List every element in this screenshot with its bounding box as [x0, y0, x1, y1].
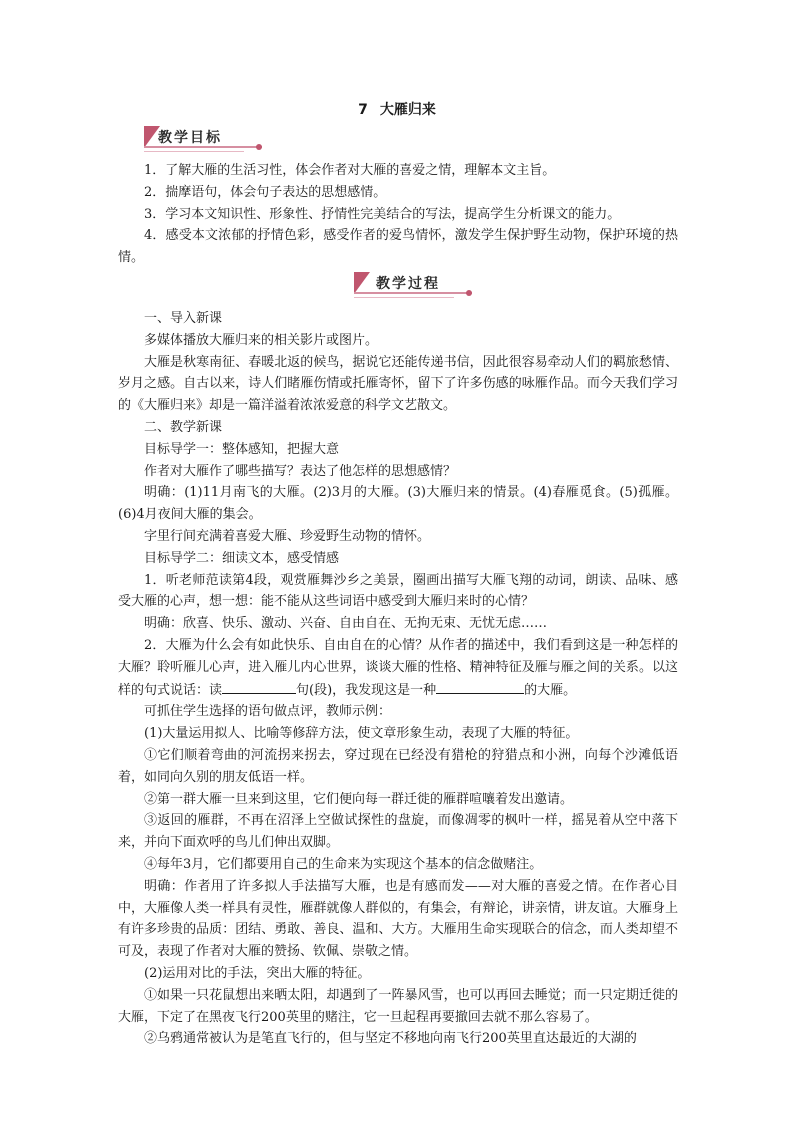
goal-item: 3．学习本文知识性、形象性、抒情性完美结合的写法，提高学生分析课文的能力。 [144, 206, 621, 222]
q2-text-middle: 句(段)，我发现这是一种 [296, 682, 437, 698]
paragraph: ②乌鸦通常被认为是笔直飞行的，但与坚定不移地向南飞行200英里直达最近的大湖的 [144, 1031, 637, 1047]
heading-intro: 一、导入新课 [144, 311, 223, 326]
paragraph: 明确：作者用了许多拟人手法描写大雁，也是有感而发——对大雁的喜爱之情。在作者心目中，大雁像人类一样具有灵性，雁群就像人群似的，有集会，有辩论，讲亲情，讲友谊。大雁身上有许多珍贵的品质：团结、勇敢、善良、温和、大方。大雁用生命实现联合的信念，而人类却望不可及，表现了作者对大雁的赞扬、钦佩、崇敬之情。 [118, 878, 678, 960]
paragraph: 作者对大雁作了哪些描写？表达了他怎样的思想感情？ [144, 463, 457, 479]
section-label-process: 教学过程 [376, 276, 440, 292]
paragraph: 明确：(1)11月南飞的大雁。(2)3月的大雁。(3)大雁归来的情景。(4)春雁觅食。(5)孤雁。(6)4月夜间大雁的集会。 [118, 485, 678, 523]
paragraph: ④每年3月，它们都要用自己的生命来为实现这个基本的信念做赌注。 [144, 856, 543, 872]
fill-blank [222, 679, 296, 694]
paragraph: ①如果一只花鼠想出来晒太阳，却遇到了一阵暴风雪，也可以再回去睡觉；而一只定期迁徙的大雁，下定了在黑夜飞行200英里的赌注，它一旦起程再要撤回去就不那么容易了。 [118, 987, 678, 1025]
fill-blank [436, 679, 524, 694]
paragraph: 多媒体播放大雁归来的相关影片或图片。 [144, 332, 379, 348]
banner-underline-thin [144, 151, 244, 152]
paragraph: (2)运用对比的手法，突出大雁的特征。 [144, 965, 371, 981]
paragraph: 明确：欣喜、快乐、激动、兴奋、自由自在、无拘无束、无忧无虑…… [144, 616, 548, 632]
q2-text-before: 2．大雁为什么会有如此快乐、自由自在的心情？从作者的描述中，我们看到这是一种怎样的大雁？聆听雁儿心声，进入雁儿内心世界，谈谈大雁的性格、精神特征及雁与雁之间的关系。以这样的句式说话：读 [118, 637, 678, 698]
banner-underline-thin [354, 297, 454, 298]
paragraph: 可抓住学生选择的语句做点评，教师示例： [144, 704, 392, 720]
paragraph: 字里行间充满着喜爱大雁、珍爱野生动物的情怀。 [144, 528, 431, 544]
banner-underline [144, 146, 262, 148]
banner-dot-icon [256, 144, 262, 150]
lesson-title [0, 99, 794, 119]
lesson-name: 大雁归来 [379, 102, 436, 118]
paragraph: 1．听老师范读第4段，观赏雁舞沙乡之美景，圈画出描写大雁飞翔的动词，朗读、品味、感受大雁的心声，想一想：能不能从这些词语中感受到大雁归来时的心情？ [118, 572, 678, 610]
lesson-number: 7 [358, 102, 368, 118]
question-2 [118, 635, 678, 701]
banner-corner-icon [354, 272, 370, 294]
q2-text-after: 的大雁。 [524, 682, 577, 698]
goal-item: 4．感受本文浓郁的抒情色彩，感受作者的爱鸟情怀，激发学生保护野生动物，保护环境的热情。 [118, 228, 678, 266]
paragraph: ③返回的雁群，不再在沼泽上空做试探性的盘旋，而像凋零的枫叶一样，摇晃着从空中落下来，并向下面欢呼的鸟儿们伸出双脚。 [118, 813, 678, 851]
paragraph: (1)大量运用拟人、比喻等修辞方法，使文章形象生动，表现了大雁的特征。 [144, 726, 579, 742]
goal-item: 1．了解大雁的生活习性，体会作者对大雁的喜爱之情，理解本文主旨。 [144, 163, 556, 178]
paragraph: 大雁是秋寒南征、春暖北返的候鸟，据说它还能传递书信，因此很容易牵动人们的羁旅愁情、岁月之感。自古以来，诗人们睹雁伤情或托雁寄怀，留下了许多伤感的咏雁作品。而今天我们学习的《大雁归来》却是一篇洋溢着浓浓爱意的科学文艺散文。 [118, 354, 678, 414]
banner-dot-icon [466, 290, 472, 296]
section-banner-goals [144, 126, 262, 148]
section-banner-process [354, 272, 472, 294]
goal-item: 2．揣摩语句，体会句子表达的思想感情。 [144, 184, 387, 200]
process-body [118, 308, 678, 1050]
banner-underline [354, 292, 472, 294]
section-label-goals: 教学目标 [158, 130, 222, 146]
heading-new-lesson: 二、教学新课 [144, 419, 223, 435]
document-body [118, 160, 678, 269]
paragraph: ②第一群大雁一旦来到这里，它们便向每一群迁徙的雁群喧嚷着发出邀请。 [144, 791, 574, 807]
paragraph: 目标导学二：细读文本，感受情感 [144, 550, 340, 566]
paragraph: 目标导学一：整体感知，把握大意 [144, 441, 340, 457]
paragraph: ①它们顺着弯曲的河流拐来拐去，穿过现在已经没有猎枪的狩猎点和小洲，向每个沙滩低语着，如同向久别的朋友低语一样。 [118, 747, 678, 785]
